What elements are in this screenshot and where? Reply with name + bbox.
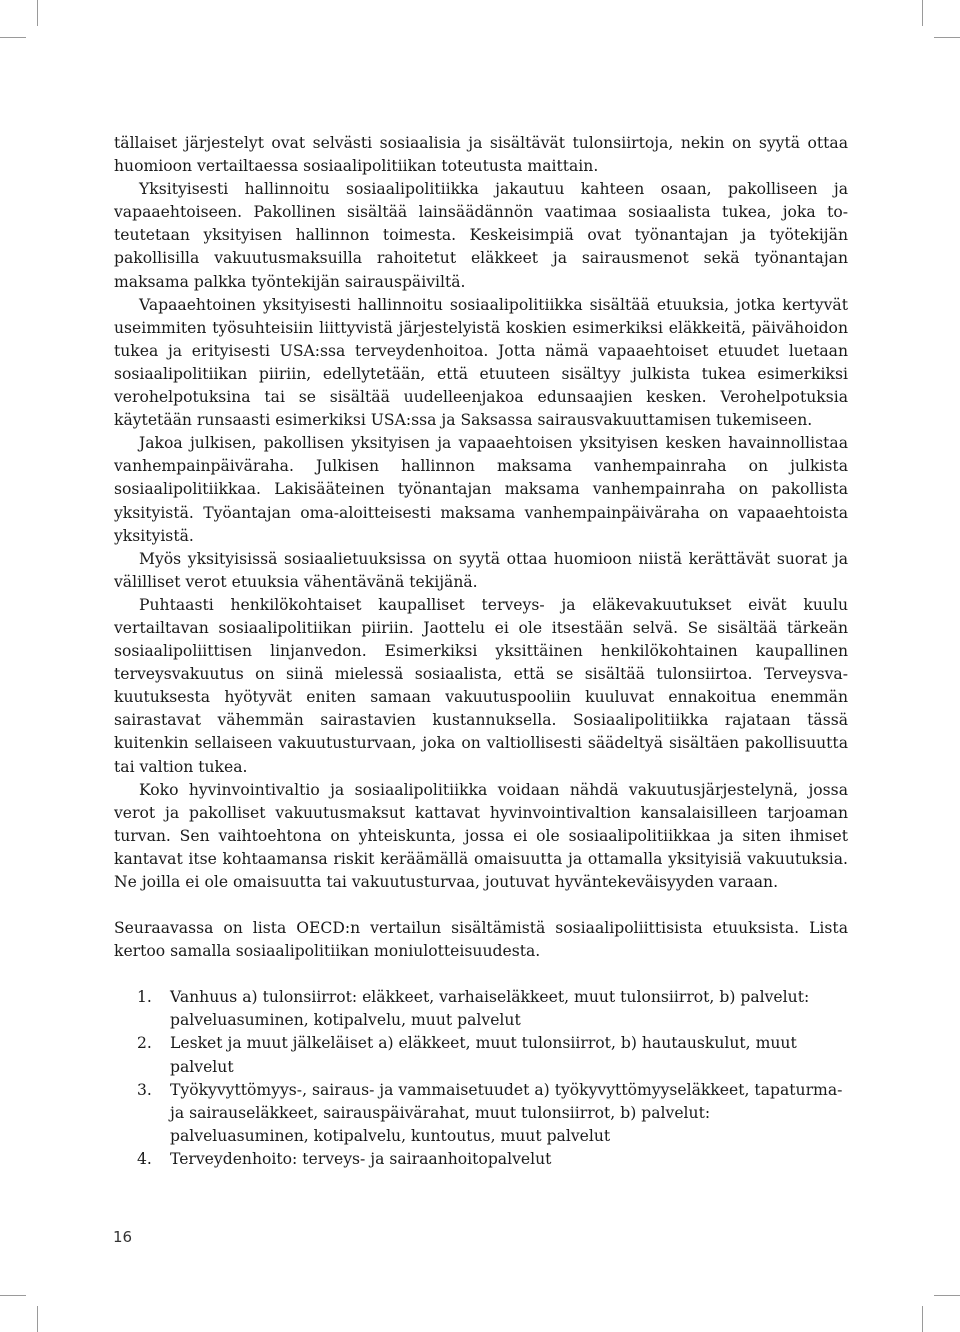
paragraph: Jakoa julkisen, pakollisen yksityisen ja vapaaehtoisen yksityisen kesken havainnollistaa vanhempainpäiväraha. Julkisen hallinnon maksama vanhempainraha on julkista sosiaalipolitiikkaa. Lakisääteinen työnantajan maksama vanhempainraha on pakollista yksityistä. Työantajan oma-aloitteisesti maksama vanhempainpäiväraha on vapaaehtoista yksityistä.: [114, 434, 848, 545]
list-item: [114, 986, 848, 1032]
list-item-number: 3.: [137, 1080, 152, 1099]
crop-mark-top-right-h: [934, 37, 960, 38]
crop-mark-top-left-v: [37, 0, 38, 26]
list-item-text: Lesket ja muut jälkeläiset a) eläkkeet, muut tulonsiirrot, b) hautauskulut, muut palvelut: [170, 1034, 797, 1076]
list-item-text: Terveydenhoito: terveys- ja sairaanhoitopalvelut: [170, 1149, 552, 1168]
crop-mark-bottom-right-h: [934, 1295, 960, 1296]
list-item-number: 1.: [137, 988, 152, 1007]
list-intro-paragraph: Seuraavassa on lista OECD:n vertailun sisältämistä sosiaalipoliittisista etuuksista. Lista kertoo samalla sosiaalipolitiikan moniulotteisuudesta.: [114, 919, 848, 961]
paragraph: Yksityisesti hallinnoitu sosiaalipolitiikka jakautuu kahteen osaan, pakolliseen ja vapaaehtoiseen. Pakollinen sisältää lainsäädännön vaatimaa sosiaalista tukea, joka toteutetaan yksityisen hallinnon toimesta. Keskeisimpiä ovat työnantajan ja työtekijän pakollisilla vakuutusmaksuilla rahoitetut eläkkeet ja sairausmenot sekä työnantajan maksama palkka työntekijän sairauspäiviltä.: [114, 180, 848, 291]
list-item-number: 4.: [137, 1149, 152, 1168]
crop-mark-top-right-v: [922, 0, 923, 26]
crop-mark-bottom-left-h: [0, 1295, 26, 1296]
list-item-number: 2.: [137, 1034, 152, 1053]
page-number: 16: [113, 1228, 133, 1246]
crop-mark-top-left-h: [0, 37, 26, 38]
paragraph-continued: tällaiset järjestelyt ovat selvästi sosiaalisia ja sisältävät tulonsiirtoja, nekin on syytä ottaa huomioon vertailtaessa sosiaalipolitiikan toteutusta maittain.: [114, 134, 848, 176]
paragraph: Koko hyvinvointivaltio ja sosiaalipolitiikka voidaan nähdä vakuutusjärjestelynä, jossa verot ja pakolliset vakuutusmaksut kattavat hyvinvointivaltion kansalaisilleen tarjoaman turvan. Sen vaihtoehtona on yhteiskunta, jossa ei ole sosiaalipolitiikkaa ja siten ihmiset kantavat itse kohtaamansa riskit keräämällä omaisuutta ja ottamalla yksityisiä vakuutuksia. Ne joilla ei ole omaisuutta tai vakuutusturvaa, joutuvat hyväntekeväisyyden varaan.: [114, 780, 848, 891]
list-item: [114, 1032, 848, 1078]
page-body: [114, 132, 848, 1171]
paragraph: Puhtaasti henkilökohtaiset kaupalliset terveys- ja eläkevakuutukset eivät kuulu vertailtavan sosiaalipolitiikan piiriin. Jaottelu ei ole itsestään selvä. Se sisältää tärkeän sosiaalipoliittisen linjanvedon. Esimerkiksi yksittäinen henkilökohtainen kaupallinen terveysvakuutus on siinä mielessä sosiaalista, että se sisältää tulonsiirtoa. Terveysvakuutuksesta hyötyvät eniten samaan vakuutuspooliin kuuluvat ennakoitua enemmän sairastavat vähemmän sairastavien kustannuksella. Sosiaalipolitiikka rajataan tässä kuitenkin sellaiseen vakuutusturvaan, joka on valtiollisesti säädeltyä sisältäen pakollisuutta tai valtion tukea.: [114, 595, 848, 776]
list-item-text: Vanhuus a) tulonsiirrot: eläkkeet, varhaiseläkkeet, muut tulonsiirrot, b) palvelut: palveluasuminen, kotipalvelu, muut palvelut: [170, 988, 810, 1030]
list-item-text: Työkyvyttömyys-, sairaus- ja vammaisetuudet a) työkyvyttömyyseläkkeet, tapaturma- ja sairauseläkkeet, sairauspäivärahat, muut tulonsiirrot, b) palvelut: palveluasuminen, kotipalvelu, kuntoutus, muut palvelut: [170, 1080, 843, 1145]
crop-mark-bottom-left-v: [37, 1306, 38, 1332]
list-item: [114, 1148, 848, 1171]
crop-mark-bottom-right-v: [922, 1306, 923, 1332]
paragraph: Vapaaehtoinen yksityisesti hallinnoitu sosiaalipolitiikka sisältää etuuksia, jotka kertyvät useimmiten työsuhteisiin liittyvistä järjestelyistä koskien esimerkiksi eläkkeitä, päivähoidon tukea ja erityisesti USA:ssa terveydenhoitoa. Jotta nämä vapaaehtoiset etuudet luetaan sosiaalipolitiikan piiriin, edellytetään, että etuuteen sisältyy julkista tukea esimerkiksi verohelpotuksina tai se sisältää uudelleenjakoa edunsaajien kesken. Verohelpotuksia käytetään runsaasti esimerkiksi USA:ssa ja Saksassa sairausvakuuttamisen tukemiseen.: [114, 295, 848, 430]
benefit-list: [114, 986, 848, 1171]
list-item: [114, 1079, 848, 1148]
paragraph: Myös yksityisissä sosiaalietuuksissa on syytä ottaa huomioon niistä kerättävät suorat ja välilliset verot etuuksia vähentävänä tekijänä.: [114, 549, 848, 591]
